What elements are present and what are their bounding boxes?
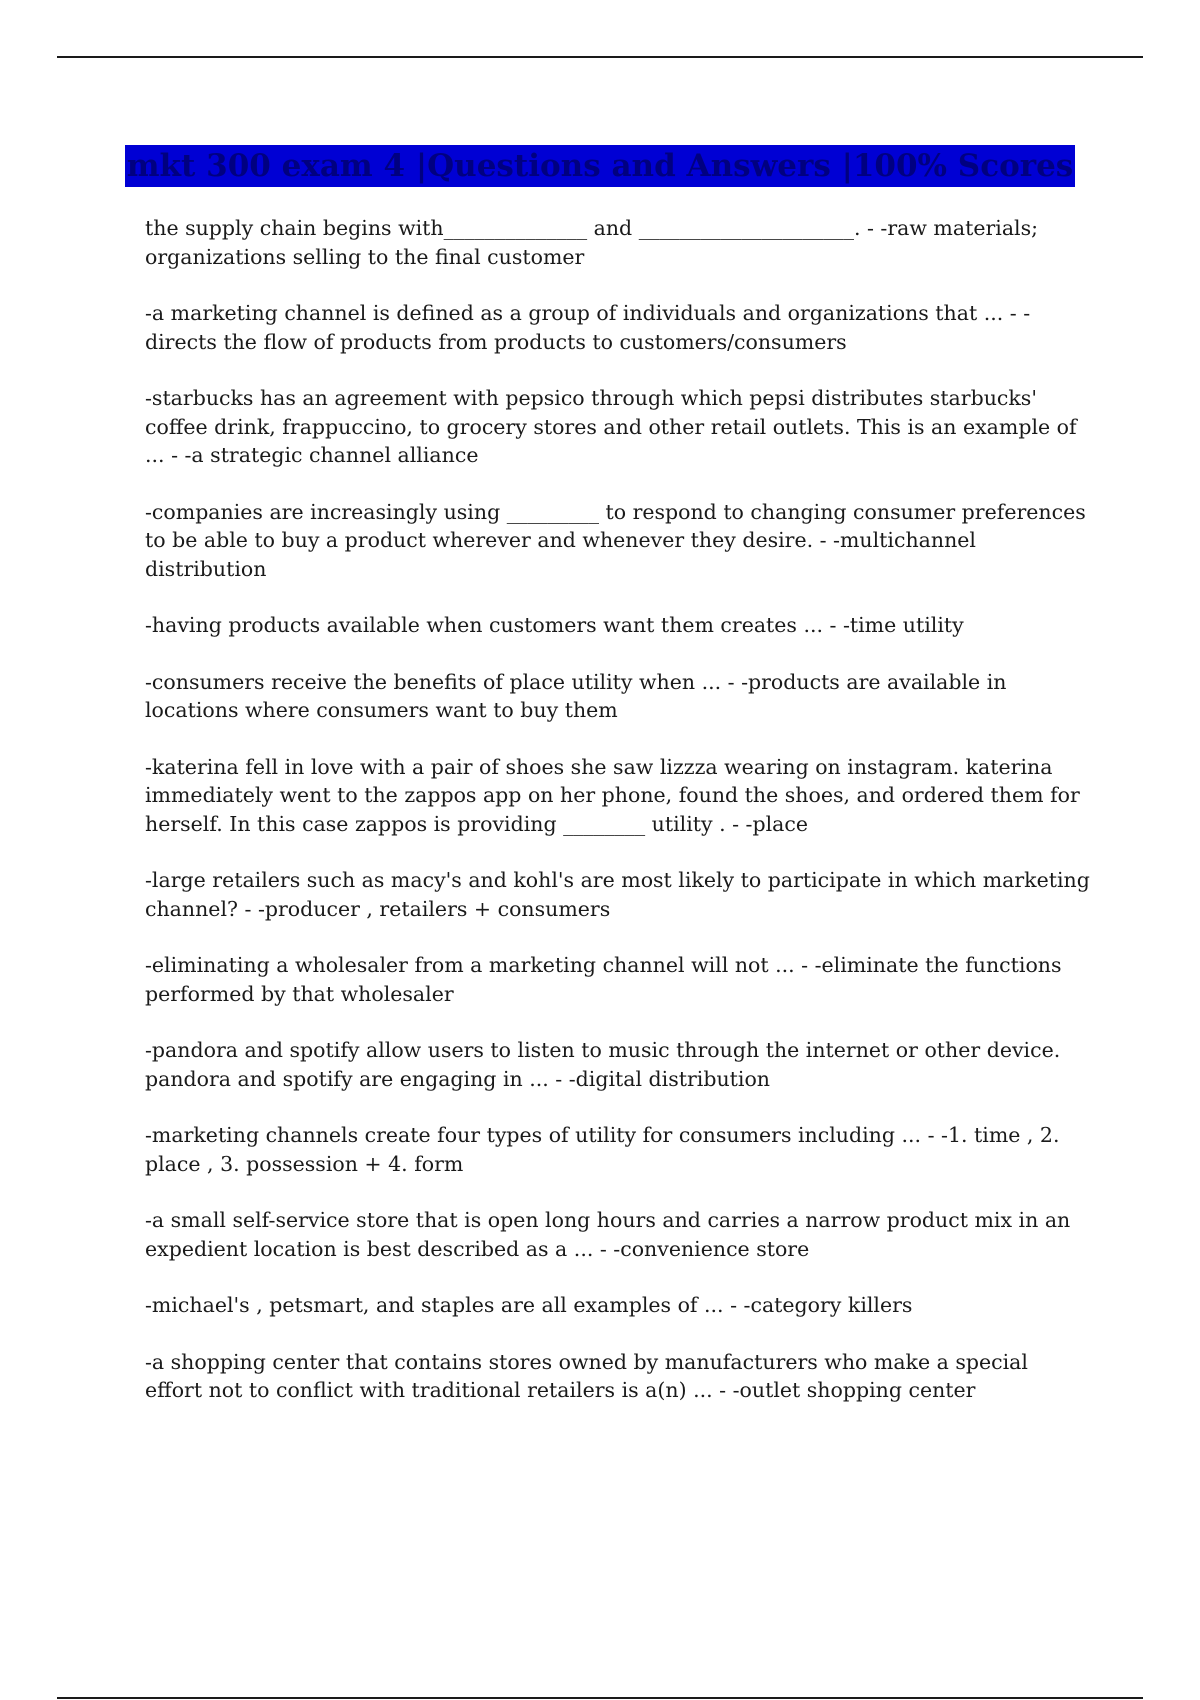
qa-item: -a marketing channel is defined as a group of individuals and organizations that ... - -directs the flow of products from products to customers/consumers xyxy=(145,301,1031,354)
qa-item: -pandora and spotify allow users to listen to music through the internet or other device. pandora and spotify are engaging in ... - -digital distribution xyxy=(145,1038,1061,1091)
qa-item: -eliminating a wholesaler from a marketing channel will not ... - -eliminate the functions performed by that wholesaler xyxy=(145,953,1062,1006)
title-banner xyxy=(0,145,1200,187)
qa-item: -having products available when customers want them creates ... - -time utility xyxy=(145,613,964,637)
qa-list xyxy=(145,214,1090,1433)
qa-item: -starbucks has an agreement with pepsico through which pepsi distributes starbucks' coffee drink, frappuccino, to grocery stores and other retail outlets. This is an example of ... - -a strategic channel alliance xyxy=(145,386,1077,467)
qa-item: -a shopping center that contains stores owned by manufacturers who make a special effort not to conflict with traditional retailers is a(n) ... - -outlet shopping center xyxy=(145,1349,1028,1402)
top-rule xyxy=(57,56,1143,58)
bottom-rule xyxy=(57,1697,1143,1699)
qa-item: -katerina fell in love with a pair of shoes she saw lizzza wearing on instagram. katerina immediately went to the zappos app on her phone, found the shoes, and ordered them for herself. In this case zappos is providing ________ utility . - -place xyxy=(145,754,1080,836)
qa-item: the supply chain begins with______________ and _____________________. - -raw materials; organizations selling to the final customer xyxy=(145,216,1039,269)
qa-item: -companies are increasingly using _________ to respond to changing consumer preferences to be able to buy a product wherever and whenever they desire. - -multichannel distribution xyxy=(145,499,1086,581)
qa-item: -marketing channels create four types of utility for consumers including ... - -1. time , 2. place , 3. possession + 4. form xyxy=(145,1123,1060,1176)
document-title: mkt 300 exam 4 |Questions and Answers |100% Scores xyxy=(125,145,1076,187)
qa-item: -consumers receive the benefits of place utility when ... - -products are available in locations where consumers want to buy them xyxy=(145,669,1007,722)
qa-item: -a small self-service store that is open long hours and carries a narrow product mix in an expedient location is best described as a ... - -convenience store xyxy=(145,1208,1071,1261)
qa-item: -large retailers such as macy's and kohl's are most likely to participate in which marketing channel? - -producer , retailers + consumers xyxy=(145,868,1090,921)
qa-item: -michael's , petsmart, and staples are all examples of ... - -category killers xyxy=(145,1293,913,1317)
